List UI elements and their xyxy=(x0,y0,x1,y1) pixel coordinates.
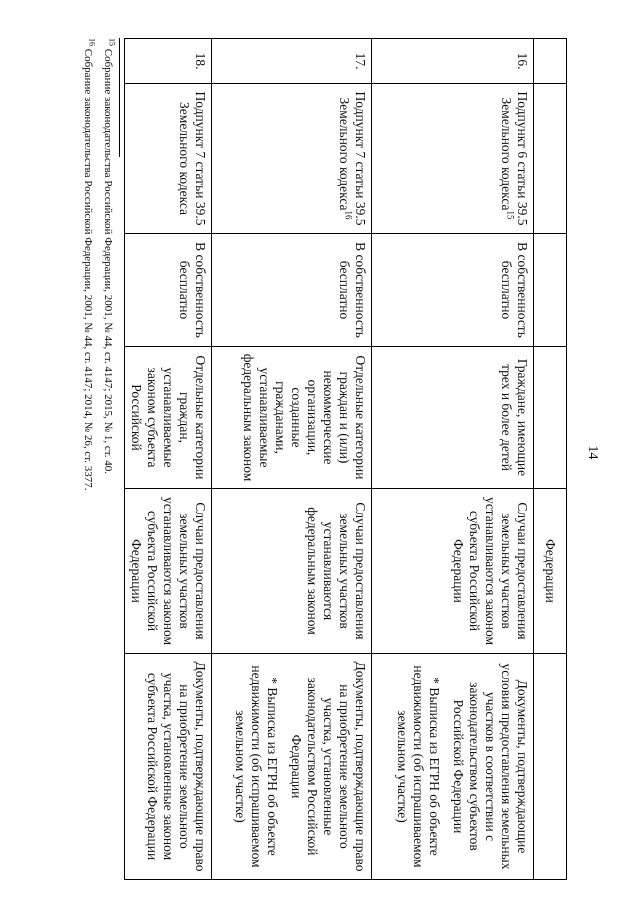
table-row xyxy=(372,39,534,880)
cell-applicant: Граждане, имеющие трех и более детей xyxy=(372,347,534,489)
cell-law xyxy=(372,84,534,234)
cell-number: 16. xyxy=(372,39,534,84)
law-text: Подпункт 7 статьи 39.5 Земельного кодекса xyxy=(337,91,368,226)
cell-empty xyxy=(534,234,567,347)
cell-case: Случаи предоставления земельных участков устанавливаются законом субъекта Российской Федерации xyxy=(125,489,212,654)
cell-docs xyxy=(212,654,372,880)
docs-text: Документы, подтверждающие право на приобретение земельного участка, установленные законодательством Российской Федерации xyxy=(289,661,368,872)
cell-case: Федерации xyxy=(534,489,567,654)
cell-right: В собственность бесплатно xyxy=(125,234,212,347)
law-text: Подпункт 6 статьи 39.5 Земельного кодекса xyxy=(499,91,530,226)
footnote-text: Собрание законодательства Российской Федерации, 2001, № 44, ст. 4147; 2015, № 1, ст. 40. xyxy=(102,48,114,474)
egrn-requirement: * Выписка из ЕГРН об объекте недвижимости (об испрашиваемом земельном участке) xyxy=(395,665,442,868)
table-row xyxy=(125,39,212,880)
cell-law: Подпункт 7 статьи 39.5 Земельного кодекса xyxy=(125,84,212,234)
cell-law xyxy=(212,84,372,234)
cell-applicant: Отдельные категории граждан и (или) некоммерческие организации, созданные гражданами, устанавливаемые федеральным законом xyxy=(212,347,372,489)
cell-number: 17. xyxy=(212,39,372,84)
cell-right: В собственность бесплатно xyxy=(372,234,534,347)
cell-empty xyxy=(534,39,567,84)
footnote-ref: 15 xyxy=(505,210,516,220)
footnote-mark: 15 xyxy=(107,38,117,46)
cell-case: Случаи предоставления земельных участков устанавливаются федеральным законом xyxy=(212,489,372,654)
cell-empty xyxy=(534,654,567,880)
table-row xyxy=(212,39,372,880)
footnote xyxy=(101,38,117,474)
cell-number: 18. xyxy=(125,39,212,84)
cell-applicant: Отдельные категории граждан, устанавливаемые законом субъекта Российской xyxy=(125,347,212,489)
services-table xyxy=(124,38,567,880)
cell-right: В собственность бесплатно xyxy=(212,234,372,347)
docs-text: Документы, подтверждающие условия предоставления земельных участков в соответствии с законодательством субъектов Российской Федерации xyxy=(451,663,530,870)
cell-empty xyxy=(534,347,567,489)
page-number: 14 xyxy=(585,445,600,460)
footnote-mark: 16 xyxy=(87,38,97,46)
footnote-ref: 16 xyxy=(343,210,354,220)
footnote-separator xyxy=(119,38,120,157)
cell-docs xyxy=(372,654,534,880)
cell-case: Случаи предоставления земельных участков устанавливаются законом субъекта Российской Федерации xyxy=(372,489,534,654)
cell-docs: Документы, подтверждающие право на приобретение земельного участка, установленные законом субъекта Российской Федерации xyxy=(125,654,212,880)
cell-empty xyxy=(534,84,567,234)
egrn-requirement: * Выписка из ЕГРН об объекте недвижимости (об испрашиваемом земельном участке) xyxy=(233,665,280,868)
footnote xyxy=(81,38,97,491)
footnote-text: Собрание законодательства Российской Федерации, 2001, № 44, ст. 4147; 2014, № 26, ст. 3377. xyxy=(82,48,94,491)
table-row-continuation xyxy=(534,39,567,880)
